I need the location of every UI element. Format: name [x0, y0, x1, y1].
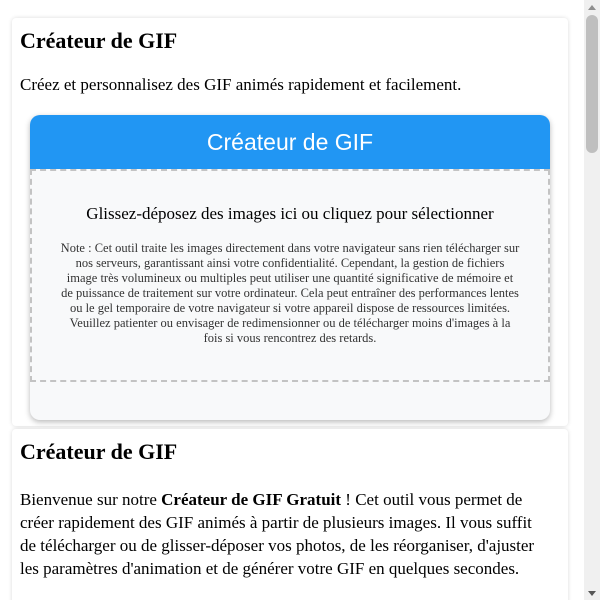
tool-header: Créateur de GIF	[30, 115, 550, 169]
scrollbar-thumb[interactable]	[586, 15, 598, 153]
scroll-down-button[interactable]	[584, 586, 600, 600]
about-intro-suffix: ! Cet outil vous permet de créer rapidement des GIF animés à partir de plusieurs images. Il vous suffit de télécharger ou de glisser-déposer vos photos, de les réorganiser, d'ajuster les paramètres d'animation et de générer votre GIF en quelques secondes.	[20, 490, 535, 578]
page-title: Créateur de GIF	[20, 28, 178, 53]
privacy-note: Note : Cet outil traite les images directement dans votre navigateur sans rien télécharger sur nos serveurs, garantissant ainsi votre confidentialité. Cependant, la gestion de fichiers image très volumineux ou multiples peut utiliser une quantité significative de mémoire et de puissance de traitement sur votre ordinateur. Cela peut entraîner des performances lentes ou le gel temporaire de votre navigateur si votre appareil dispose de ressources limitées. Veuillez patienter ou envisager de redimensionner ou de télécharger moins d'images à la fois si vous rencontrez des retards.	[60, 241, 520, 345]
about-card	[12, 429, 568, 600]
scroll-up-icon	[588, 5, 596, 10]
vertical-scrollbar[interactable]	[584, 0, 600, 600]
scroll-up-button[interactable]	[584, 0, 600, 14]
image-dropzone[interactable]	[30, 169, 550, 382]
dropzone-label: Glissez-déposez des images ici ou cliquez pour sélectionner	[86, 204, 494, 223]
scroll-down-icon	[588, 591, 596, 596]
about-paragraph	[20, 488, 560, 580]
about-intro-prefix: Bienvenue sur notre	[20, 490, 162, 509]
page-subtitle: Créez et personnalisez des GIF animés rapidement et facilement.	[20, 75, 462, 94]
gif-tool-panel	[30, 115, 550, 420]
about-title: Créateur de GIF	[20, 439, 178, 464]
gif-creator-card	[12, 18, 568, 426]
about-intro-bold: Créateur de GIF Gratuit	[161, 490, 342, 509]
